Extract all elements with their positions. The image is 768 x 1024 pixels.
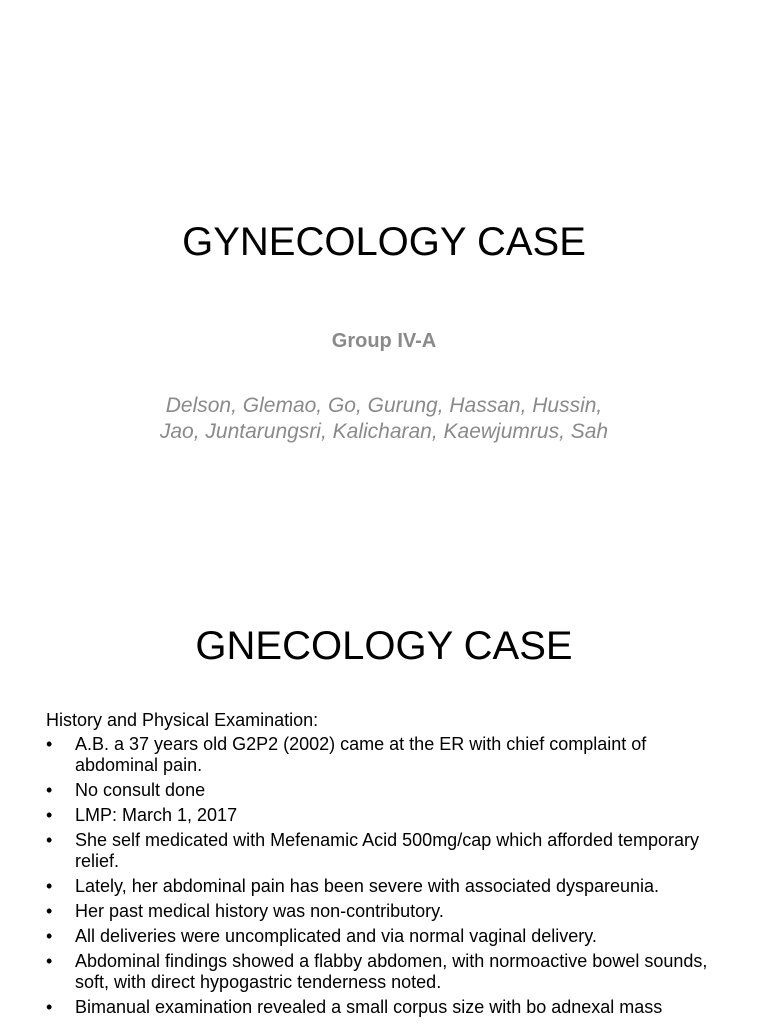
group-members xyxy=(0,393,768,445)
members-line-1: Delson, Glemao, Go, Gurung, Hassan, Hussin, xyxy=(165,394,603,417)
list-item-text: No consult done xyxy=(75,780,206,800)
list-item xyxy=(46,997,726,1018)
bullet-icon: • xyxy=(46,926,53,946)
list-item-text: Abdominal findings showed a flabby abdomen, with normoactive bowel sounds, soft, with direct hypogastric tenderness noted. xyxy=(75,951,708,992)
history-bullet-list xyxy=(46,734,726,1018)
list-item xyxy=(46,901,726,922)
list-item-text: A.B. a 37 years old G2P2 (2002) came at the ER with chief complaint of abdominal pain. xyxy=(75,734,647,775)
list-item-text: LMP: March 1, 2017 xyxy=(75,805,238,825)
list-item xyxy=(46,780,726,801)
presentation-title: GYNECOLOGY CASE xyxy=(182,220,586,264)
bullet-icon: • xyxy=(46,997,53,1017)
bullet-icon: • xyxy=(46,830,53,850)
list-item-text: All deliveries were uncomplicated and via normal vaginal delivery. xyxy=(75,926,597,946)
bullet-icon: • xyxy=(46,780,53,800)
bullet-icon: • xyxy=(46,876,53,896)
case-slide-body xyxy=(46,710,726,1022)
list-item xyxy=(46,951,726,993)
bullet-icon: • xyxy=(46,901,53,921)
list-item xyxy=(46,830,726,872)
list-item xyxy=(46,734,726,776)
bullet-icon: • xyxy=(46,951,53,971)
bullet-icon: • xyxy=(46,734,53,754)
section-heading: History and Physical Examination: xyxy=(46,710,319,730)
case-slide xyxy=(0,576,768,1024)
group-name: Group IV-A xyxy=(331,330,437,352)
list-item xyxy=(46,876,726,897)
list-item-text: Her past medical history was non-contributory. xyxy=(75,901,444,921)
case-slide-title: GNECOLOGY CASE xyxy=(195,624,573,668)
list-item-text: Lately, her abdominal pain has been severe with associated dyspareunia. xyxy=(75,876,660,896)
bullet-icon: • xyxy=(46,805,53,825)
list-item xyxy=(46,805,726,826)
list-item-text: She self medicated with Mefenamic Acid 500mg/cap which afforded temporary relief. xyxy=(75,830,699,871)
members-line-2: Jao, Juntarungsri, Kalicharan, Kaewjumrus, Sah xyxy=(159,420,609,443)
list-item-text: Bimanual examination revealed a small corpus size with bo adnexal mass xyxy=(75,997,663,1017)
list-item xyxy=(46,926,726,947)
